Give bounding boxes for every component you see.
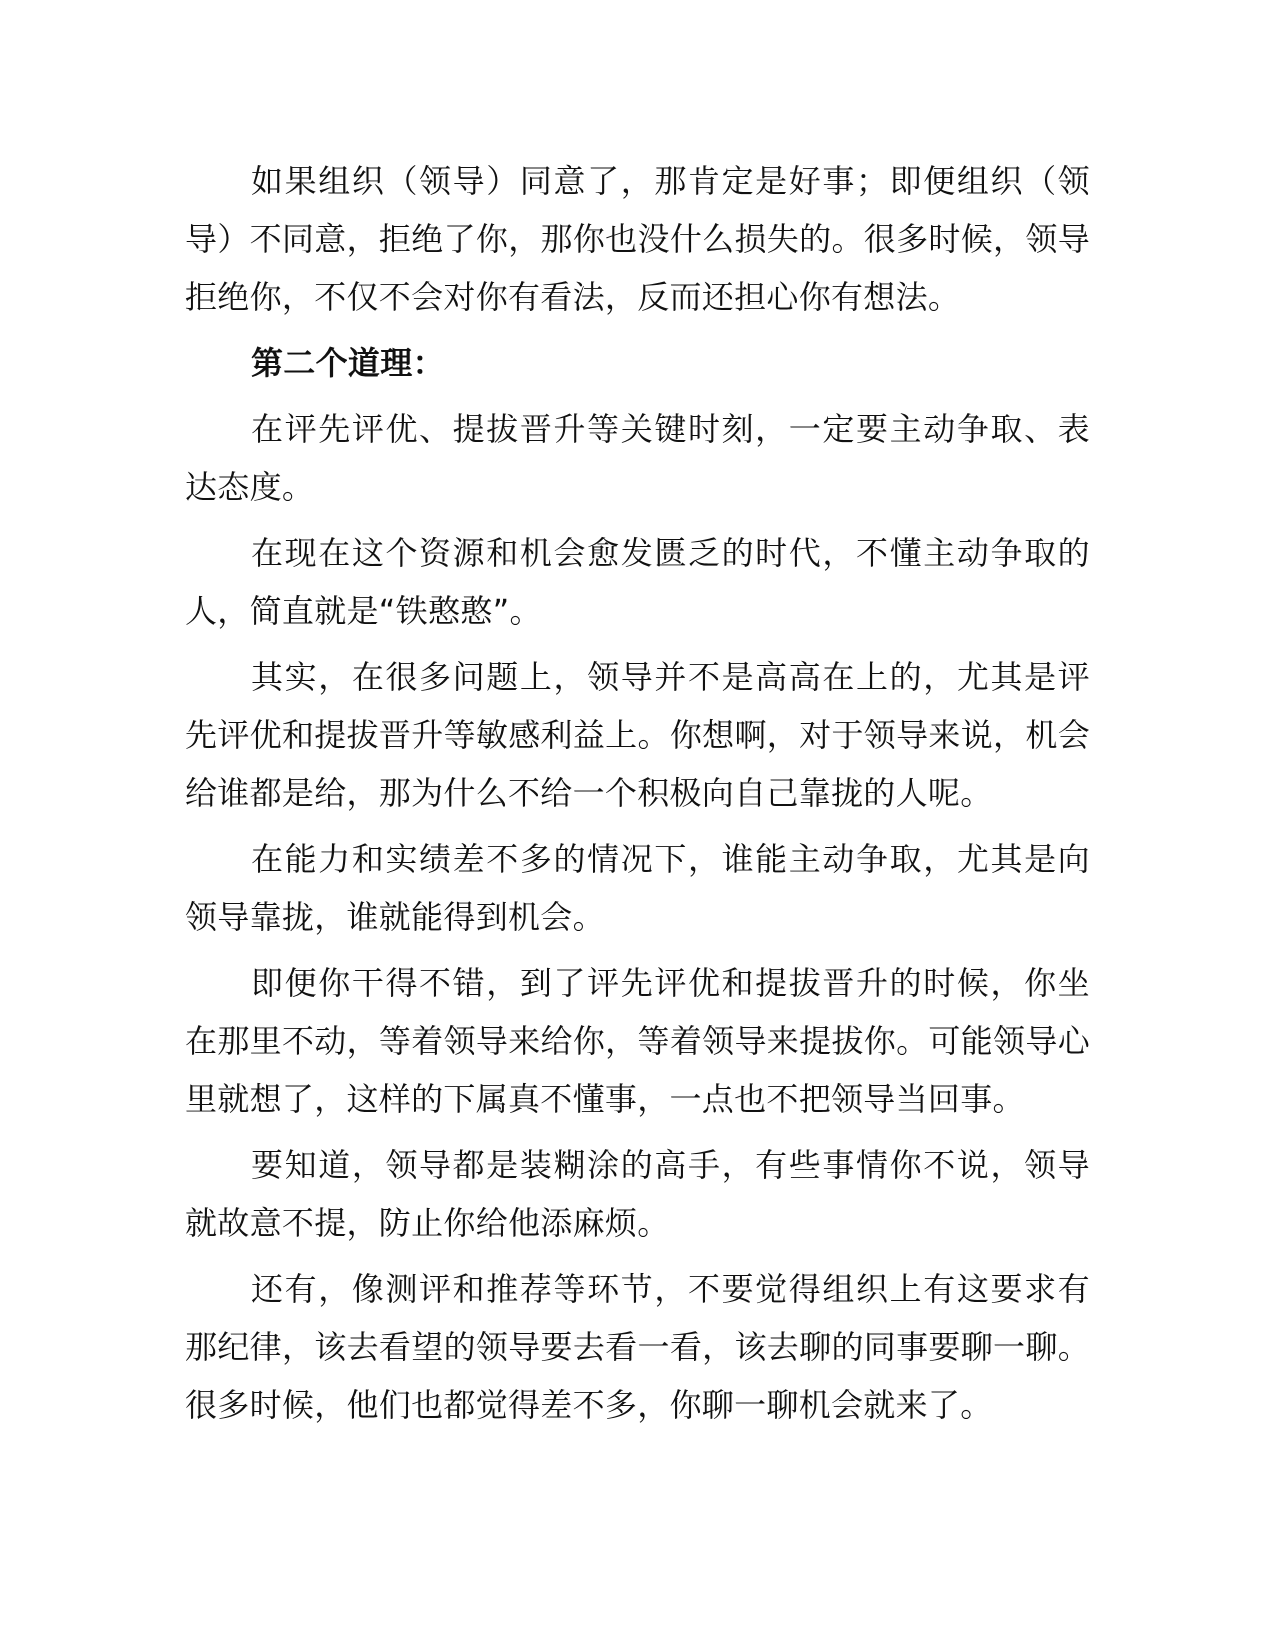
paragraph: 还有，像测评和推荐等环节，不要觉得组织上有这要求有那纪律，该去看望的领导要去看一看，该去聊的同事要聊一聊。很多时候，他们也都觉得差不多，你聊一聊机会就来了。 — [185, 1270, 1090, 1424]
document-body — [185, 152, 1090, 1442]
paragraph: 在现在这个资源和机会愈发匮乏的时代，不懂主动争取的人，简直就是“铁憨憨”。 — [185, 534, 1090, 630]
paragraph: 即便你干得不错，到了评先评优和提拔晋升的时候，你坐在那里不动，等着领导来给你，等着领导来提拔你。可能领导心里就想了，这样的下属真不懂事，一点也不把领导当回事。 — [185, 964, 1090, 1118]
paragraph: 在能力和实绩差不多的情况下，谁能主动争取，尤其是向领导靠拢，谁就能得到机会。 — [185, 840, 1090, 936]
paragraph: 在评先评优、提拔晋升等关键时刻，一定要主动争取、表达态度。 — [185, 410, 1090, 506]
paragraph: 要知道，领导都是装糊涂的高手，有些事情你不说，领导就故意不提，防止你给他添麻烦。 — [185, 1146, 1090, 1242]
section-heading: 第二个道理： — [251, 344, 445, 382]
paragraph: 其实，在很多问题上，领导并不是高高在上的，尤其是评先评优和提拔晋升等敏感利益上。你想啊，对于领导来说，机会给谁都是给，那为什么不给一个积极向自己靠拢的人呢。 — [185, 658, 1090, 812]
paragraph: 如果组织（领导）同意了，那肯定是好事；即便组织（领导）不同意，拒绝了你，那你也没什么损失的。很多时候，领导拒绝你，不仅不会对你有看法，反而还担心你有想法。 — [185, 162, 1090, 316]
